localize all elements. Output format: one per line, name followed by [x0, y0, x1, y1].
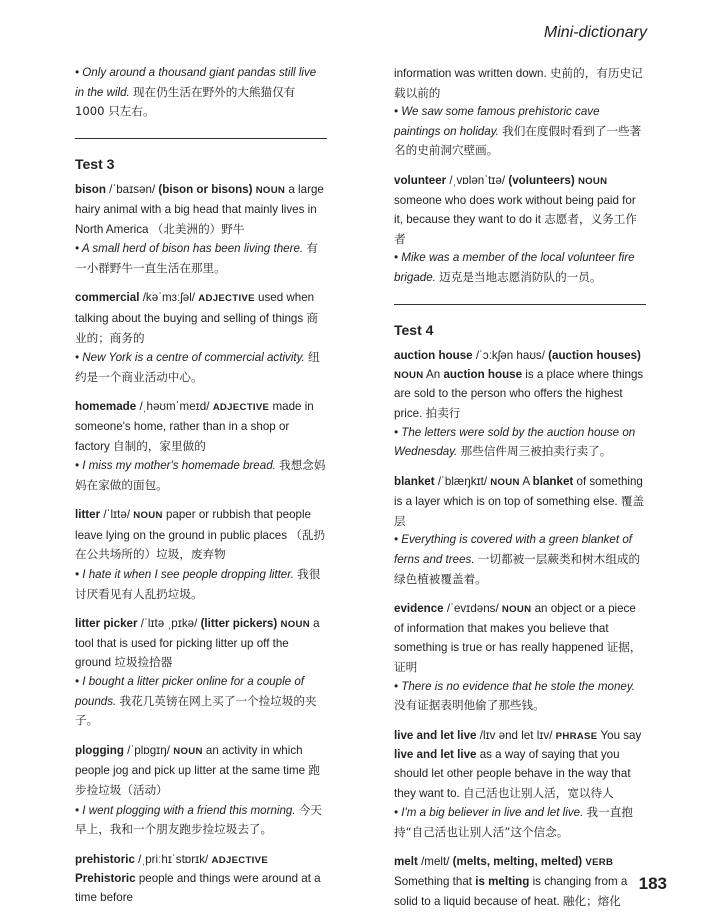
headword: litter picker [75, 617, 138, 631]
left-column [75, 64, 327, 919]
entry-plogging [75, 742, 327, 840]
entry-commercial [75, 289, 327, 387]
example-text: • New York is a centre of commercial activity. [75, 351, 305, 365]
pronunciation: /ˈbaɪsən/ [109, 183, 156, 197]
example-text: • I'm a big believer in live and let live. [394, 806, 584, 820]
definition-translation: 商业的；商务的 [75, 310, 319, 345]
definition: as a way of saying that you should let other people behave in the way that they want to. [394, 748, 631, 800]
definition: of something is a layer which is on top of something else. [394, 474, 643, 509]
pronunciation: /melt/ [421, 855, 450, 869]
definition-lead: You say [600, 728, 642, 742]
definition-translation: 证据，证明 [394, 640, 642, 675]
example-sentence [394, 424, 646, 462]
definition: an activity in which people jog and pick up litter at the same time [75, 743, 306, 778]
example-sentence [75, 456, 327, 495]
entry-bison [75, 181, 327, 278]
definition-headword: live and let live [394, 748, 477, 762]
headword: commercial [75, 291, 140, 305]
example-sentence [75, 239, 327, 278]
entry-prehistoric [75, 851, 327, 908]
part-of-speech: ADJECTIVE [198, 293, 255, 305]
example-text: • I hate it when I see people dropping litter. [75, 568, 294, 582]
pronunciation: /kəˈmɜːʃəl/ [142, 291, 196, 305]
example-sentence [394, 531, 646, 589]
example-translation: 我很讨厌看见有人乱扔垃圾。 [75, 567, 321, 601]
entry-live-and-let-live [394, 727, 646, 843]
headword: litter [75, 508, 101, 522]
definition: a large hairy animal with a big head that mainly lives in North America [75, 183, 324, 236]
part-of-speech: NOUN [501, 604, 532, 616]
headword: live and let live [394, 728, 477, 742]
definition: is changing from a solid to a liquid because of heat. [394, 874, 628, 908]
example-sentence [75, 348, 327, 387]
example-text: • We saw some famous prehistoric cave paintings on holiday. [394, 105, 600, 138]
definition-headword: auction house [443, 367, 523, 381]
definition-translation: （乱扔在公共场所的）垃圾，废弃物 [75, 527, 326, 562]
definition: made in someone's home, rather than in a shop or factory [75, 400, 314, 453]
part-of-speech: NOUN [173, 745, 203, 757]
pronunciation: /ˌhəʊmˈmeɪd/ [139, 400, 210, 414]
headword: bison [75, 183, 106, 197]
example-sentence: • Only around a thousand giant pandas still live in the wild. [75, 66, 317, 99]
definition-translation: 垃圾捡拾器 [114, 655, 173, 670]
part-of-speech: NOUN [490, 476, 520, 488]
headword: volunteer [394, 173, 447, 187]
headword: evidence [394, 602, 444, 616]
part-of-speech: VERB [585, 857, 614, 869]
example-sentence [394, 803, 646, 842]
example-translation: 纽约是一个商业活动中心。 [75, 350, 320, 384]
definition-translation: 史前的，有历史记载以前的 [394, 66, 643, 100]
example-translation: 我们在度假时看到了一些著名的史前洞穴壁画。 [394, 123, 642, 158]
example-sentence [75, 565, 327, 604]
definition-lead: Something that [394, 874, 472, 888]
inflections: (auction houses) [548, 349, 641, 363]
definition: people and things were around at a time before [75, 872, 321, 904]
pronunciation: /ˌpriːhɪˈstɒrɪk/ [138, 852, 209, 866]
entry-auction-house [394, 347, 646, 462]
inflections: (bison or bisons) [158, 183, 253, 197]
headword: blanket [394, 474, 435, 488]
entry-blanket [394, 473, 646, 590]
entry-homemade [75, 398, 327, 495]
part-of-speech: ADJECTIVE [212, 402, 270, 414]
pronunciation: /ˈevɪdəns/ [446, 602, 499, 616]
inflections: (volunteers) [508, 173, 575, 187]
definition-translation: （北美洲的）野牛 [151, 221, 245, 236]
example-translation: 我一直抱持“自己活也让别人活”这个信念。 [394, 805, 633, 839]
headword: auction house [394, 349, 473, 363]
pronunciation: /lɪv ənd let lɪv/ [479, 728, 553, 742]
definition-translation: 自制的，家里做的 [113, 438, 206, 453]
part-of-speech: PHRASE [555, 730, 598, 742]
definition: used when talking about the buying and selling of things [75, 291, 315, 325]
definition: is a place where things are sold to the person who offers the highest price. [394, 367, 644, 420]
definition-lead: An [426, 367, 441, 381]
example-text: • I bought a litter picker online for a couple of pounds. [75, 675, 304, 708]
running-header: Mini-dictionary [543, 24, 647, 41]
pronunciation: /ˈlɪtə ˌpɪkə/ [140, 617, 198, 631]
example-translation: 有一小群野牛一直生活在那里。 [75, 241, 318, 275]
headword: homemade [75, 400, 137, 414]
definition-translation: 志愿者，义务工作者 [394, 212, 637, 246]
example-sentence [394, 103, 646, 161]
pronunciation: /ˈblæŋkɪt/ [437, 474, 488, 488]
headword: melt [394, 855, 418, 869]
test-3-heading: Test 3 [75, 155, 115, 172]
example-translation: 我想念妈妈在家做的面包。 [75, 458, 326, 492]
definition-translation: 拍卖行 [425, 405, 461, 420]
inflections: (melts, melting, melted) [452, 855, 583, 869]
example-translation: 一切都被一层蕨类和树木组成的绿色植被覆盖着。 [394, 552, 641, 586]
definition-lead: A [522, 474, 530, 488]
entry-litter [75, 506, 327, 604]
pronunciation: /ˈplɒgɪŋ/ [127, 743, 170, 757]
example-text: • A small herd of bison has been living there. [75, 242, 304, 256]
example-translation: 迈克是当地志愿消防队的一员。 [439, 269, 602, 284]
example-translation: 今天早上，我和一个朋友跑步捡垃圾去了。 [75, 802, 323, 837]
pronunciation: /ˈɔːkʃən haʊs/ [475, 349, 545, 363]
example-sentence [394, 249, 646, 287]
part-of-speech: NOUN [394, 369, 424, 381]
definition: someone who does work without being paid for it, because they want to do it [394, 193, 636, 227]
part-of-speech: NOUN [577, 175, 608, 187]
example-sentence [75, 801, 327, 840]
entry-volunteer [394, 172, 646, 288]
example-text: • The letters were sold by the auction house on Wednesday. [394, 425, 636, 459]
example-translation: 现在仍生活在野外的大熊猫仅有 1000 只左右。 [75, 84, 296, 119]
definition-translation: 跑步捡垃圾（活动） [75, 763, 320, 797]
entry-evidence [394, 600, 646, 716]
example-sentence [394, 678, 646, 716]
definition-translation: 覆盖层 [394, 494, 645, 528]
part-of-speech: NOUN [255, 185, 286, 197]
part-of-speech: NOUN [280, 619, 310, 631]
definition: an object or a piece of information that makes you believe that something is true or has really happened [394, 602, 636, 655]
intro-example [75, 64, 327, 122]
example-translation: 我花几英镑在网上买了一个捡垃圾的夹子。 [75, 693, 317, 728]
right-column [394, 64, 646, 922]
headword: prehistoric [75, 852, 135, 866]
example-sentence [75, 673, 327, 731]
inflections: (litter pickers) [200, 617, 278, 631]
example-text: • I miss my mother's homemade bread. [75, 459, 276, 473]
pronunciation: /ˈlɪtə/ [103, 508, 131, 522]
part-of-speech: NOUN [133, 510, 163, 522]
entry-prehistoric-continued [394, 64, 646, 161]
definition-headword: Prehistoric [75, 872, 136, 886]
definition: a tool that is used for picking litter up off the ground [75, 617, 320, 670]
example-translation: 那些信件周三被拍卖行卖了。 [460, 444, 612, 459]
entry-litter-picker [75, 615, 327, 731]
section-divider [75, 138, 327, 139]
definition-translation: 自己活也让别人活，宽以待人 [462, 785, 614, 800]
page-number: 183 [638, 874, 667, 893]
definition: paper or rubbish that people leave lying on the ground in public places [75, 508, 311, 542]
test-4-heading: Test 4 [394, 321, 434, 338]
part-of-speech: ADJECTIVE [211, 854, 269, 866]
definition-headword: is melting [475, 874, 530, 888]
example-text: • Mike was a member of the local volunteer fire brigade. [394, 251, 635, 284]
pronunciation: /ˌvɒlənˈtɪə/ [449, 173, 506, 187]
example-text: • There is no evidence that he stole the money. [394, 679, 636, 693]
definition: information was written down. [394, 67, 547, 80]
entry-melt [394, 853, 646, 911]
section-divider [394, 304, 646, 305]
headword: plogging [75, 743, 124, 757]
example-text: • I went plogging with a friend this morning. [75, 803, 296, 817]
example-text: • Everything is covered with a green blanket of ferns and trees. [394, 533, 632, 567]
definition-translation: 融化；熔化 [562, 893, 621, 908]
definition-headword: blanket [532, 474, 574, 488]
example-translation: 没有证据表明他偷了那些钱。 [394, 698, 545, 713]
